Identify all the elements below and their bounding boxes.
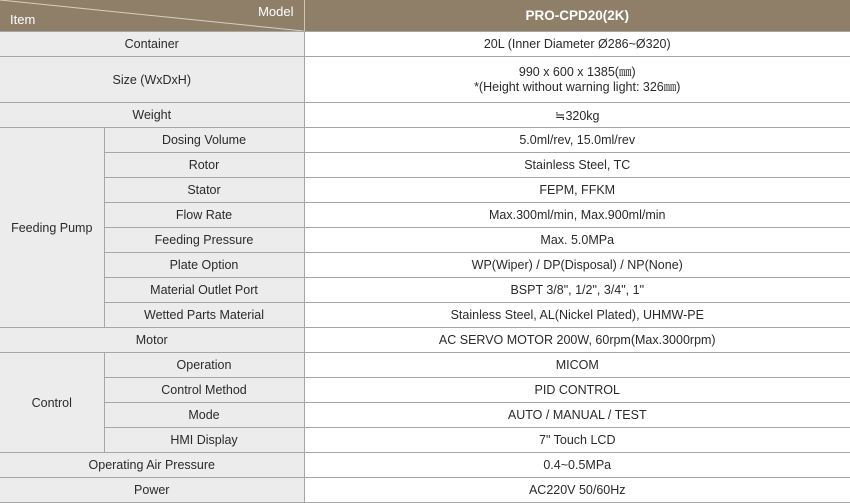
row-label-wetted-parts-material: Wetted Parts Material	[104, 303, 304, 328]
row-value-weight: ≒320kg	[304, 103, 850, 128]
table-row	[0, 178, 850, 203]
row-label-dosing-volume: Dosing Volume	[104, 128, 304, 153]
row-value-plate-option: WP(Wiper) / DP(Disposal) / NP(None)	[304, 253, 850, 278]
row-value-hmi-display: 7" Touch LCD	[304, 428, 850, 453]
row-label-motor: Motor	[0, 328, 304, 353]
row-value-size	[304, 57, 850, 103]
row-value-operation: MICOM	[304, 353, 850, 378]
row-label-operation: Operation	[104, 353, 304, 378]
row-label-size: Size (WxDxH)	[0, 57, 304, 103]
header-model-label: Model	[258, 4, 293, 19]
row-value-power: AC220V 50/60Hz	[304, 478, 850, 503]
row-label-power: Power	[0, 478, 304, 503]
row-label-feeding-pressure: Feeding Pressure	[104, 228, 304, 253]
row-value-rotor: Stainless Steel, TC	[304, 153, 850, 178]
size-value-line2: *(Height without warning light: 326㎜)	[305, 80, 850, 95]
table-row	[0, 278, 850, 303]
row-label-stator: Stator	[104, 178, 304, 203]
table-row	[0, 428, 850, 453]
row-value-stator: FEPM, FFKM	[304, 178, 850, 203]
header-model-name: PRO-CPD20(2K)	[304, 0, 850, 32]
row-label-material-outlet-port: Material Outlet Port	[104, 278, 304, 303]
row-value-material-outlet-port: BSPT 3/8", 1/2", 3/4", 1"	[304, 278, 850, 303]
header-row	[0, 0, 850, 32]
size-value-line1: 990 x 600 x 1385(㎜)	[305, 65, 850, 80]
row-label-flow-rate: Flow Rate	[104, 203, 304, 228]
row-label-mode: Mode	[104, 403, 304, 428]
row-label-rotor: Rotor	[104, 153, 304, 178]
row-value-flow-rate: Max.300ml/min, Max.900ml/min	[304, 203, 850, 228]
table-row	[0, 203, 850, 228]
row-label-plate-option: Plate Option	[104, 253, 304, 278]
table-row	[0, 453, 850, 478]
row-value-mode: AUTO / MANUAL / TEST	[304, 403, 850, 428]
table-row	[0, 153, 850, 178]
table-row	[0, 303, 850, 328]
row-value-wetted-parts-material: Stainless Steel, AL(Nickel Plated), UHMW-PE	[304, 303, 850, 328]
table-row	[0, 57, 850, 103]
header-item-model-cell	[0, 0, 304, 32]
row-label-hmi-display: HMI Display	[104, 428, 304, 453]
table-row	[0, 353, 850, 378]
row-value-container: 20L (Inner Diameter Ø286~Ø320)	[304, 32, 850, 57]
row-value-feeding-pressure: Max. 5.0MPa	[304, 228, 850, 253]
table-row	[0, 478, 850, 503]
group-label-control: Control	[0, 353, 104, 453]
table-row	[0, 228, 850, 253]
table-row	[0, 128, 850, 153]
table-row	[0, 103, 850, 128]
row-label-control-method: Control Method	[104, 378, 304, 403]
row-value-control-method: PID CONTROL	[304, 378, 850, 403]
table-row	[0, 253, 850, 278]
header-item-label: Item	[10, 12, 35, 27]
row-label-container: Container	[0, 32, 304, 57]
table-row	[0, 328, 850, 353]
row-label-air-pressure: Operating Air Pressure	[0, 453, 304, 478]
row-value-motor: AC SERVO MOTOR 200W, 60rpm(Max.3000rpm)	[304, 328, 850, 353]
table-row	[0, 32, 850, 57]
row-value-air-pressure: 0.4~0.5MPa	[304, 453, 850, 478]
table-row	[0, 378, 850, 403]
group-label-feeding-pump: Feeding Pump	[0, 128, 104, 328]
row-label-weight: Weight	[0, 103, 304, 128]
row-value-dosing-volume: 5.0ml/rev, 15.0ml/rev	[304, 128, 850, 153]
table-row	[0, 403, 850, 428]
